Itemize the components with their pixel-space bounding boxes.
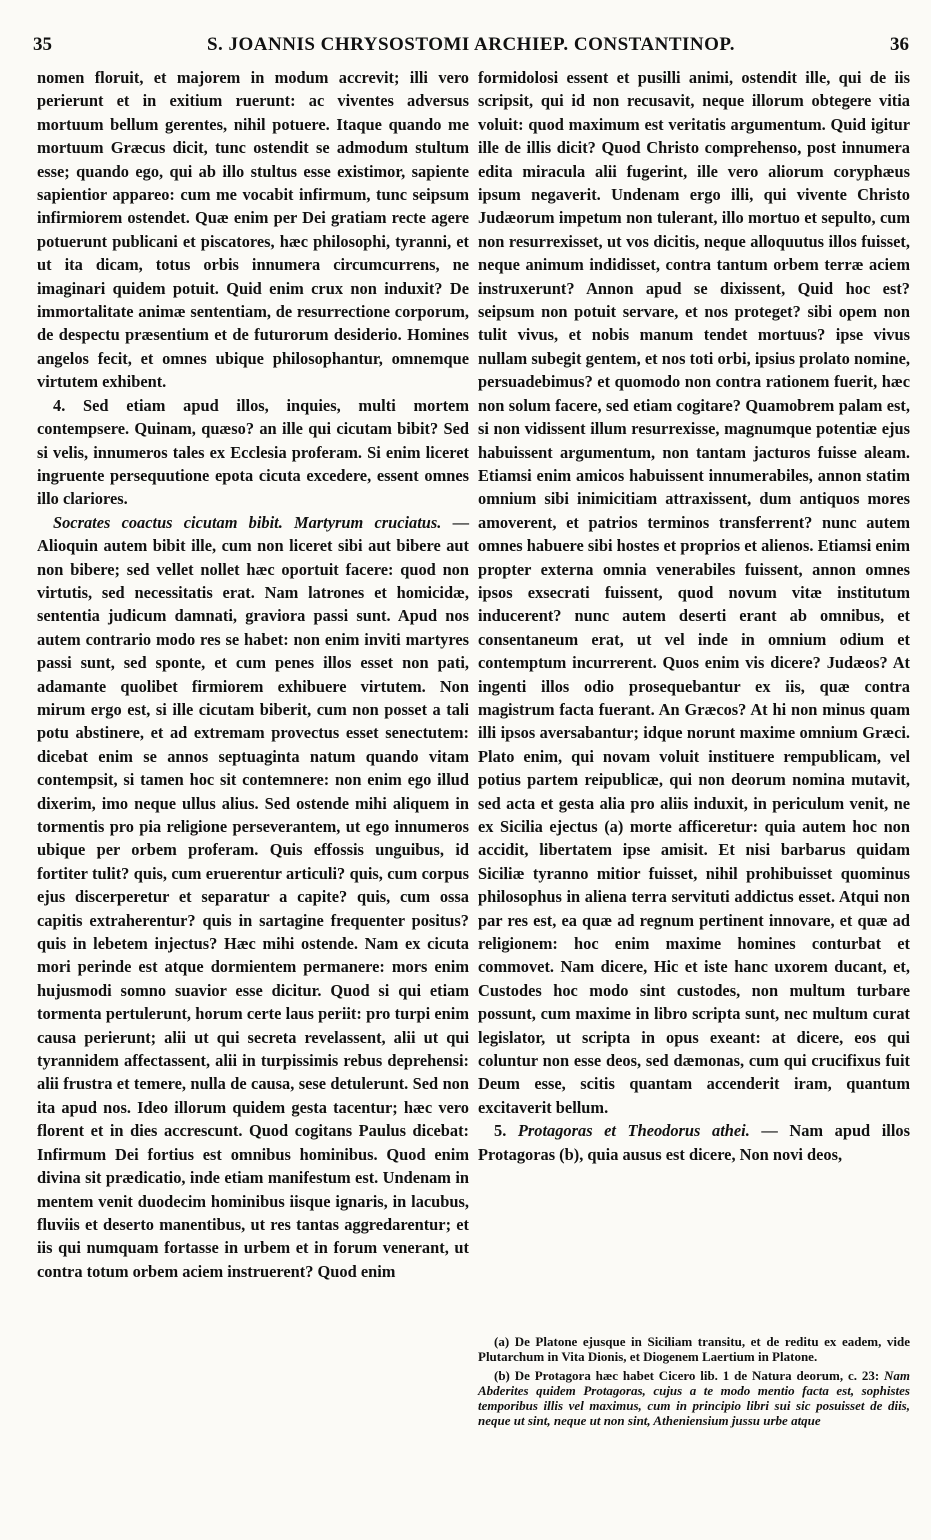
paragraph: formidolosi essent et pusilli animi, ostendit ille, qui de iis scripsit, qui id non recusavit, neque illorum obtegere vitia voluit: quod maximum est veritatis argumentum. Quid igitur ille de illis dicit? Quod Christo comprehenso, post innumera edita miracula alii fugerint, ille vero aliorum coryphæus ipsum negaverit. Undenam ergo illi, qui vivente Christo Judæorum impetum non tulerant, illo mortuo et sepulto, cum non resurrexisset, ut vos dicitis, neque alloquutus illos fuisset, neque animum indidisset, contra tantum orbem terræ aciem instruxerunt? Annon apud se dixissent, Quid hoc est? seipsum non potuit servare, et nos proteget? sibi opem non tulit vivus, et nobis manum tendet mortuus? ipse vivus nullam subegit gentem, et nos toti orbi, ipsius prolato nomine, persuadebimus? et quomodo non contra rationem fuerit, hæc non solum facere, sed etiam cogitare? Quamobrem palam est, si non vidissent illum resurrexisse, magnumque potentiæ ejus habuissent argumentum, non tantam jacturos fuisse aleam. Etiamsi enim amicos habuissent innumerabiles, annon statim omnium sibi inimicitiam attraxissent, dum antiquos mores amoverent, et patrios terminos transferrent? nunc autem omnes habuere sibi hostes et proprios et alienos. Etiamsi enim propter externa omnia venerabiles fuissent, annon omnes ipsos exsecrati fuissent, quod novum vitæ institutum inducerent? nunc autem deserti erant ab omnibus, et consentaneum erat, ut vel inde in omnium odium et contemptum incurrerent. Quos enim vis dicere? Judæos? At ingenti illos odio prosequebantur ex iis, quæ contra magistrum facta fuerant. An Græcos? At hi non minus quam illi ipsos aversabantur; idque norunt maxime omnium Græci. Plato enim, qui novam voluit instituere rempublicam, vel potius partem reipublicæ, qui non deorum nomina mutavit, sed acta et gesta alia pro aliis induxit, in periculum venit, ne ex Sicilia ejectus (a) morte afficeretur: quia autem hoc non accidit, libertatem ipse amisit. Et nisi barbarus quidam Siciliæ tyranno mitior fuisset, nihil prohibuisset quominus philosophus in aliena terra servituti addictus esset. Atqui non par res est, ea quæ ad regnum pertinent innovare, et quæ ad religionem: hoc enim maxime homines conturbat et commovet. Nam dicere, Hic et iste hanc uxorem ducant, et, Custodes hoc modo sint custodes, non multum turbare possunt, cum maxime in libro scripta sunt, nec multum curat legislator, ut scripta in opus exeant: at dicere, eos qui coluntur non esse deos, sed dæmonas, cum qui crucifixus fuit Deum esse, scitis quantam accenderit iram, quantum excitaverit bellum. <box>478 68 910 1117</box>
page-number-left: 35 <box>33 34 52 55</box>
paragraph <box>37 511 469 1283</box>
footnote-a: (a) De Platone ejusque in Siciliam transitu, et de reditu ex eadem, vide Plutarchum in Vita Dionis, et Diogenem Laertium in Platone. <box>478 1334 910 1364</box>
section-number: 5. <box>494 1121 507 1141</box>
paragraph-text: Sed etiam apud illos, inquies, multi mortem contempsere. Quinam, quæso? an ille qui cicutam bibit? Sed si velis, innumeros tales ex Ecclesia proferam. Si enim liceret ingruente persequutione epota cicuta excedere, essent omnes illo clariores. <box>37 395 469 509</box>
paragraph: nomen floruit, et majorem in modum accrevit; illi vero perierunt et in exitium ruerunt: ac viventes adversus mortuum bellum gerentes, nihil potuere. Itaque quando me mortuum Græcus dicit, tunc ostendit se admodum stultum esse; quando ego, qui ab illo stultus esse existimor, sapiente sapientior appareo: cum me vocabit infirmum, tunc seipsum infirmiorem ostendet. Quæ enim per Dei gratiam recte agere potuerunt publicani et piscatores, hæc philosophi, tyranni, et ut ita dicam, totus orbis innumera circumcurrens, ne imaginari quidem potuit. Quid enim crux non induxit? De immortalitate animæ sententiam, de resurrectione corporum, de despectu præsentium et de futurorum desiderio. Homines angelos fecit, et omnes ubique philosophantur, omnemque virtutem exhibent. <box>37 68 469 392</box>
section-number: 4. <box>53 395 66 415</box>
running-title: S. JOANNIS CHRYSOSTOMI ARCHIEP. CONSTANTINOP. <box>206 34 736 55</box>
page-header <box>33 34 909 64</box>
paragraph <box>478 1119 910 1166</box>
section-heading: Socrates coactus cicutam bibit. Martyrum cruciatus. <box>53 512 442 532</box>
paragraph-text: — Nam apud illos Protagoras (b), quia ausus est dicere, Non novi deos, <box>478 1121 910 1164</box>
paragraph-text: — Alioquin autem bibit ille, cum non liceret sibi aut bibere aut non bibere; sed vellet nollet hæc oportuit facere: quod non virtutis, sed necessitatis erat. Nam latrones et homicidæ, sententia judicum damnati, graviora passi sunt. Apud nos autem contrario modo res se habet: non enim inviti martyres passi sunt, sed sponte, et cum penes illos esset non pati, adamante quolibet firmiorem exhibuere virtutem. Non mirum ergo est, si ille cicutam biberit, cum non posset a tali potu abstinere, et ad extremam provectus esset senectutem: dicebat enim se annos septuaginta natum quando vitam contempsit, si tamen hoc sit contemnere: non enim ego illud dixerim, imo neque ullus alius. Sed ostende mihi aliquem in tormentis pro pia religione perseverantem, ut ego innumeros ubique per orbem proferam. Quis effossis unguibus, id fortiter tulit? quis, cum eruerentur articuli? quis, cum corpus ejus discerperetur et separatur a capite? quis, cum ossa capitis extraherentur? quis in sartagine frequenter positus? quis in lebetem injectus? Hæc mihi ostende. Nam ex cicuta mori perinde est atque dormientem permanere: mors enim hujusmodi somno suavior esse dicitur. Quod si qui etiam tormenta pertulerunt, horum certe laus periit: pro turpi enim causa perierunt; alii ut qui secreta revelassent, alii ut qui tyrannidem affectassent, alii in turpissimis rebus deprehensi: alii frustra et temere, nulla de causa, sese detulerunt. Sed non ita apud nos. Ideo illorum quidem gesta tacentur; hæc vero florent et in dies accrescunt. Quod cogitans Paulus dicebat: Infirmum Dei fortius est omnibus hominibus. Quod enim divina sit prædicatio, inde etiam manifestum est. Undenam in mentem venit duodecim hominibus iisque ignaris, in lacubus, fluviis et deserto manentibus, ut res tantas aggredarentur; et iis qui numquam fortasse in urbem et in forum venerant, ut contra totum orbem aciem instruerent? Quod enim <box>37 512 469 1281</box>
section-heading: Protagoras et Theodorus athei. <box>517 1121 750 1141</box>
left-column <box>37 66 469 1283</box>
footnote-b-intro: (b) De Protagora hæc habet Cicero lib. 1 de Natura deorum, c. 23: <box>494 1368 880 1383</box>
footnotes <box>478 1334 910 1432</box>
page-number-right: 36 <box>890 34 909 55</box>
paragraph <box>37 394 469 511</box>
footnote-b <box>478 1368 910 1428</box>
right-column <box>478 66 910 1166</box>
footnote-b-quote: Nam Abderites quidem Protagoras, cujus a te modo mentio facta est, sophistes temporibus illis vel maximus, cum in principio libri sui sic posuisset de diis, neque ut sint, neque ut non sint, Atheniensium jussu urbe atque <box>478 1368 911 1428</box>
